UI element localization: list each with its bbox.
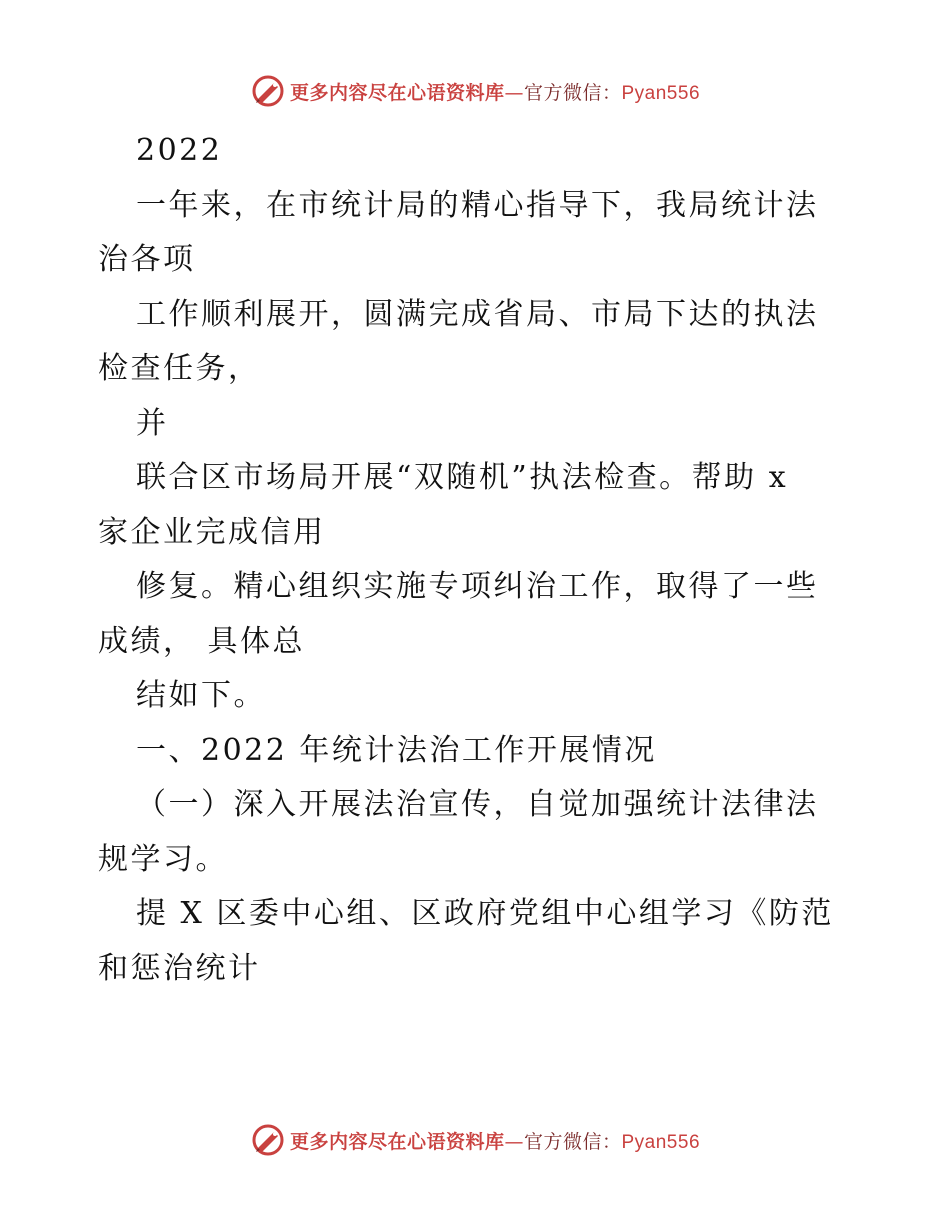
watermark-id-text: Pyan556 — [621, 1131, 701, 1153]
text-line: 治各项 — [98, 242, 196, 277]
subsection-heading: （一）深入开展法治宣传，自觉加强统计法律法 — [136, 787, 819, 822]
text-line: 2022 — [136, 133, 223, 168]
footer-watermark — [0, 1120, 950, 1160]
text-line: 提 X 区委中心组、区政府党组中心组学习《防范 — [136, 896, 834, 931]
watermark-dash: — — [504, 1130, 524, 1153]
text-line: 一年来，在市统计局的精心指导下，我局统计法 — [136, 187, 819, 223]
watermark-sub-text: 官方微信： — [523, 81, 622, 104]
section-heading: 一、2022 年统计法治工作开展情况 — [136, 732, 657, 768]
text-line: 并 — [136, 405, 169, 441]
document-body — [98, 124, 858, 996]
watermark-id-text: Pyan556 — [621, 82, 701, 104]
watermark-dash: — — [504, 81, 524, 104]
text-line: 和惩治统计 — [98, 950, 261, 986]
text-line: 成绩， 具体总 — [98, 623, 306, 659]
text-line: 规学习。 — [98, 841, 228, 877]
text-line: 检查任务， — [98, 351, 261, 386]
text-line: 联合区市场局开展“双随机”执法检查。帮助 x — [136, 460, 789, 495]
watermark-main-text: 更多内容尽在心语资料库 — [289, 1130, 505, 1153]
text-line: 修复。精心组织实施专项纠治工作，取得了一些 — [136, 569, 819, 604]
pen-logo-icon — [250, 73, 286, 109]
pen-logo-icon — [250, 1122, 286, 1158]
watermark-main-text: 更多内容尽在心语资料库 — [289, 81, 505, 104]
text-line: 家企业完成信用 — [98, 514, 326, 550]
header-watermark — [0, 71, 950, 111]
text-line: 工作顺利展开，圆满完成省局、市局下达的执法 — [136, 296, 819, 332]
text-line: 结如下。 — [136, 678, 266, 713]
watermark-sub-text: 官方微信： — [523, 1130, 622, 1153]
